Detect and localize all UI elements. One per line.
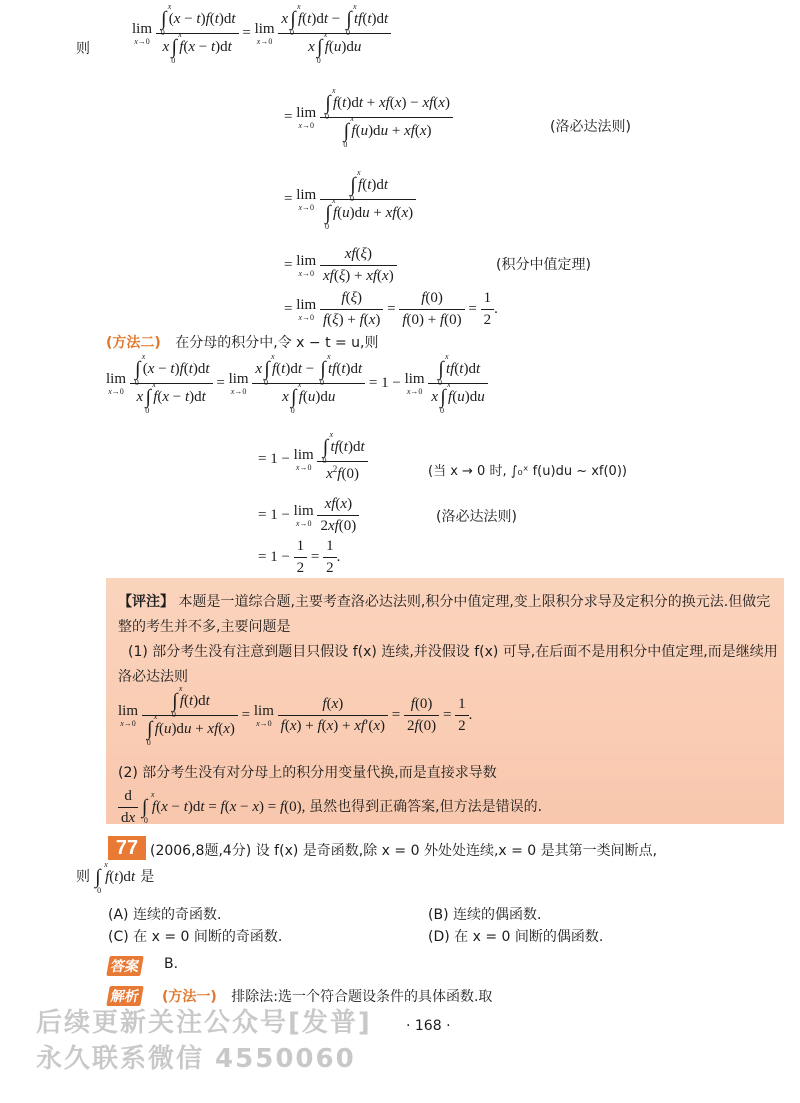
- comment-para1-text: 本题是一道综合题,主要考查洛必达法则,积分中值定理,变上限积分求导及定积分的换元法.但做完整的考生并不多,主要问题是: [118, 594, 771, 635]
- comment-point2-tail: 虽然也得到正确答案,但方法是错误的.: [309, 798, 543, 815]
- method2-line: [106, 332, 379, 352]
- method1-label: (方法一): [162, 989, 217, 1005]
- method1-text: 排除法:选一个符合题设条件的具体函数.取: [231, 989, 493, 1005]
- problem-stem-line2: 则 ∫ x 0 f(t)dt 是: [76, 860, 155, 895]
- method2-intro: 在分母的积分中,令 x − t = u,则: [175, 335, 379, 351]
- option-c: (C) 在 x = 0 间断的奇函数.: [108, 929, 283, 945]
- watermark-line-2: 永久联系微信 4550060: [36, 1044, 356, 1074]
- note-lhopital-1: (洛必达法则): [550, 119, 631, 135]
- answer-value: B.: [164, 956, 179, 972]
- equation-line-2: = lim x→0 ∫ x 0 f(t)dt + xf(x) − xf(x) ∫ x 0 f(u)du + xf(x): [284, 92, 453, 143]
- note-asymptotic: (当 x → 0 时, ∫₀ˣ f(u)du ~ xf(0)): [428, 464, 627, 479]
- comment-point1: (1) 部分考生没有注意到题目只假设 f(x) 连续,并没假设 f(x) 可导,在后面不是用积分中值定理,而是继续用洛必达法则: [118, 644, 778, 685]
- option-b: (B) 连续的偶函数.: [428, 907, 542, 923]
- problem-source: (2006,8题,4分): [150, 843, 252, 859]
- answer-tag: 答案: [106, 956, 144, 976]
- option-d: (D) 在 x = 0 间断的偶函数.: [428, 929, 604, 945]
- equation-line-5: = lim x→0 $\frac{f(\xi)}{f(\xi) + f(x)}$ = $\frac{f(0)}{f(0) + f(0)}$ = $\frac{1}{2}$ .: [284, 290, 498, 328]
- equation-line-1: lim x→0 ∫ x 0 (x − t)f(t)dt x ∫ x 0 f(x − t)dt = lim x→0 x ∫ x 0 f(t)dt − ∫ x 0 tf(t)dt x ∫ x 0 f(u)du: [132, 8, 391, 59]
- method2-equation-3: = 1 − lim x→0 $\frac{xf(x)}{2xf(0)}$: [258, 496, 359, 535]
- problem-number: 77: [108, 836, 146, 860]
- comment-para1: [118, 590, 778, 640]
- note-mean-value: (积分中值定理): [496, 257, 591, 273]
- comment-equation-1: lim x→0 ∫ x 0 f(t)dt ∫ x 0 f(u)du + xf(x) = lim x→0 $\frac{f(x)}{f(x) + f(x) + xf'(x)}$ = $\frac{f(0)}{2f(0)}$ = $\frac{1}{2}$ .: [118, 684, 473, 747]
- comment-title: 【评注】: [118, 594, 174, 610]
- analysis-tag: 解析: [106, 986, 144, 1006]
- comment-point2: (2) 部分考生没有对分母上的积分用变量代换,而是直接求导数: [118, 765, 497, 781]
- method2-equation-4: = 1 − $\frac{1}{2}$ = $\frac{1}{2}$ .: [258, 538, 341, 576]
- method2-label: (方法二): [106, 335, 161, 351]
- option-a: (A) 连续的奇函数.: [108, 907, 222, 923]
- method2-equation-1: lim x→0 ∫ x 0 (x − t)f(t)dt x ∫ x 0 f(x − t)dt = lim x→0 x ∫ x 0 f(t)dt − ∫ x 0 tf(t)dt x ∫ x 0 f(u)du = 1 − lim x→0 ∫ x 0 tf(t)dt x ∫ x 0 f(u)du: [106, 358, 488, 409]
- equation-line-4: = lim x→0 $\frac{xf(\xi)}{xf(\xi) + xf(x)}$: [284, 246, 397, 285]
- problem-stem: [150, 840, 657, 860]
- equation-line-3: = lim x→0 ∫ x 0 f(t)dt ∫ x 0 f(u)du + xf(x): [284, 174, 416, 225]
- stem2-prefix: 则: [76, 869, 90, 885]
- note-lhopital-2: (洛必达法则): [436, 509, 517, 525]
- method2-equation-2: = 1 − lim x→0 ∫ x 0 tf(t)dt $x^2f(0)$: [258, 436, 368, 483]
- problem-stem-text: 设 f(x) 是奇函数,除 x = 0 外处处连续,x = 0 是其第一类间断点,: [255, 843, 658, 859]
- comment-equation-2: $\frac{d}{dx}$ ∫ x 0 f(x − t)dt = f(x − x) = f(0), 虽然也得到正确答案,但方法是错误的.: [118, 788, 542, 827]
- page-number: · 168 ·: [406, 1018, 451, 1034]
- watermark-line-1: 后续更新关注公众号[发普]: [36, 1008, 372, 1038]
- stem2-suffix: 是: [140, 869, 155, 885]
- top-word: 则: [76, 41, 90, 57]
